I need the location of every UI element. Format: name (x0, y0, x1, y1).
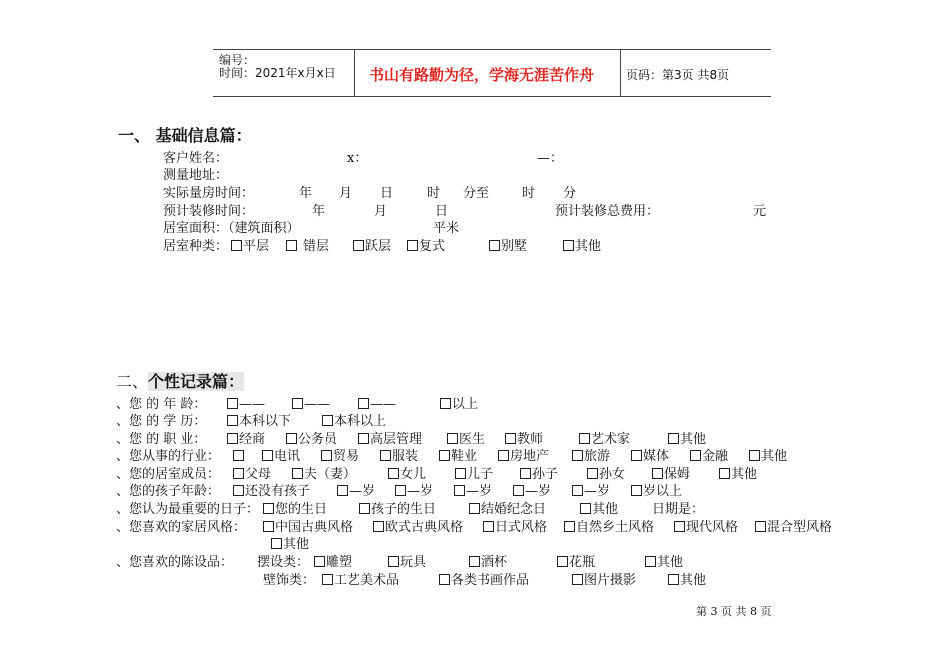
room-type-option[interactable]: 跃层 (353, 238, 391, 255)
room-type-option[interactable]: 平层 (231, 238, 269, 255)
area-unit: 平米 (433, 221, 460, 236)
age-option[interactable]: —— (227, 396, 265, 413)
header-bottom-rule (213, 96, 771, 97)
job-label: 、您 的 职 业： (116, 432, 207, 447)
checkbox[interactable] (674, 521, 685, 532)
kids-option[interactable]: —岁 (513, 483, 551, 500)
style-option[interactable]: 自然乡土风格 (564, 519, 654, 536)
days-label: 、您认为最重要的日子： (116, 502, 260, 517)
age-label: 、您 的 年 龄： (116, 397, 207, 412)
checkbox[interactable] (755, 521, 766, 532)
checkbox[interactable] (286, 240, 297, 251)
measure-minute2: 分 (563, 186, 577, 201)
members-option[interactable]: 夫（妻） (292, 466, 356, 483)
edu-label: 、您 的 学 历： (116, 414, 207, 429)
checkbox[interactable] (749, 450, 760, 461)
checkbox[interactable] (631, 450, 642, 461)
checkbox[interactable] (489, 240, 500, 251)
checkbox[interactable] (690, 450, 701, 461)
checkbox[interactable] (292, 398, 303, 409)
age-option[interactable]: —— (292, 396, 330, 413)
checkbox[interactable] (358, 398, 369, 409)
checkbox[interactable] (286, 433, 297, 444)
industry-option[interactable]: 服装 (380, 448, 418, 465)
decor-label: 、您喜欢的陈设品： (116, 555, 234, 570)
placement-option[interactable]: 花瓶 (557, 554, 595, 571)
checkbox[interactable] (388, 468, 399, 479)
job-option[interactable]: 高层管理 (358, 431, 422, 448)
checkbox[interactable] (645, 556, 656, 567)
checkbox[interactable] (359, 503, 370, 514)
kids-option[interactable]: —岁 (337, 483, 375, 500)
measure-day: 日 (380, 186, 394, 201)
header-divider-left (354, 49, 355, 96)
checkbox[interactable] (263, 503, 274, 514)
reno-day: 日 (435, 204, 449, 219)
days-option[interactable]: 孩子的生日 (359, 501, 436, 518)
header-time: 时间：2021年x月x日 (219, 66, 336, 80)
style-label: 、您喜欢的家居风格： (116, 520, 247, 535)
checkbox[interactable] (337, 485, 348, 496)
checkbox[interactable] (563, 240, 574, 251)
checkbox[interactable] (587, 468, 598, 479)
days-date-label: 日期是： (652, 502, 705, 517)
age-option[interactable]: —— (358, 396, 396, 413)
measure-month: 月 (339, 186, 353, 201)
checkbox[interactable] (227, 433, 238, 444)
kids-option[interactable]: 还没有孩子 (233, 483, 310, 500)
placement-option[interactable]: 酒杯 (469, 554, 507, 571)
style-option[interactable]: 中国古典风格 (263, 519, 353, 536)
reno-cost-label: 预计装修总费用： (555, 204, 660, 219)
reno-cost-unit: 元 (753, 204, 767, 219)
industry-option[interactable]: 旅游 (572, 448, 610, 465)
checkbox[interactable] (380, 450, 391, 461)
industry-option[interactable]: 房地产 (498, 448, 549, 465)
section1-title: 一、 基础信息篇： (118, 126, 252, 145)
footer-page-number: 第 3 页 共 8 页 (696, 605, 772, 618)
checkbox[interactable] (388, 556, 399, 567)
wall-option[interactable]: 各类书画作品 (439, 572, 529, 589)
header-divider-right (620, 49, 621, 96)
checkbox[interactable] (233, 450, 244, 461)
room-type-option[interactable]: 其他 (563, 238, 601, 255)
wall-option[interactable]: 工艺美术品 (322, 572, 399, 589)
job-option[interactable]: 经商 (227, 431, 265, 448)
checkbox[interactable] (572, 574, 583, 585)
industry-option[interactable]: 电讯 (262, 448, 300, 465)
members-option[interactable]: 儿子 (455, 466, 493, 483)
checkbox[interactable] (314, 556, 325, 567)
measure-year: 年 (299, 186, 313, 201)
header-number: 编号： (219, 53, 256, 67)
kids-option[interactable]: 岁以上 (631, 483, 682, 500)
checkbox[interactable] (455, 468, 466, 479)
industry-option[interactable] (233, 448, 245, 465)
header-motto: 书山有路勤为径，学海无涯苦作舟 (369, 66, 595, 84)
wall-option[interactable]: 其他 (668, 572, 706, 589)
members-option[interactable]: 父母 (233, 466, 271, 483)
job-option[interactable]: 教师 (505, 431, 543, 448)
checkbox[interactable] (231, 240, 242, 251)
checkbox[interactable] (271, 538, 282, 549)
style-option[interactable]: 日式风格 (483, 519, 547, 536)
placement-label: 摆设类： (257, 555, 310, 570)
checkbox[interactable] (440, 398, 451, 409)
checkbox[interactable] (498, 450, 509, 461)
job-option[interactable]: 医生 (447, 431, 485, 448)
customer-x-label: x： (347, 151, 368, 166)
wall-label: 壁饰类： (263, 573, 316, 588)
kids-option[interactable]: —岁 (572, 483, 610, 500)
checkbox[interactable] (668, 433, 679, 444)
members-option[interactable]: 其他 (719, 466, 757, 483)
header-top-rule (213, 49, 771, 50)
checkbox[interactable] (227, 398, 238, 409)
measure-time-label: 实际量房时间： (163, 186, 255, 201)
kids-option[interactable]: —岁 (395, 483, 433, 500)
style-option[interactable]: 欧式古典风格 (373, 519, 463, 536)
checkbox[interactable] (483, 521, 494, 532)
checkbox[interactable] (520, 468, 531, 479)
members-option[interactable]: 女儿 (388, 466, 426, 483)
reno-year: 年 (312, 204, 326, 219)
industry-option[interactable]: 金融 (690, 448, 728, 465)
placement-option[interactable]: 玩具 (388, 554, 426, 571)
wall-option[interactable]: 图片摄影 (572, 572, 636, 589)
edu-option[interactable]: 本科以下 (227, 413, 291, 430)
checkbox[interactable] (454, 485, 465, 496)
age-option[interactable]: 以上 (440, 396, 478, 413)
checkbox[interactable] (262, 450, 273, 461)
industry-option[interactable]: 鞋业 (439, 448, 477, 465)
measure-hour2: 时 (522, 186, 536, 201)
checkbox[interactable] (668, 574, 679, 585)
customer-dash-label: —： (537, 151, 564, 166)
style-option-other[interactable]: 其他 (271, 536, 309, 553)
days-option[interactable]: 结婚纪念日 (469, 501, 546, 518)
reno-month: 月 (374, 204, 388, 219)
checkbox[interactable] (321, 450, 332, 461)
checkbox[interactable] (469, 503, 480, 514)
customer-name-label: 客户姓名： (163, 151, 229, 166)
placement-option[interactable]: 雕塑 (314, 554, 352, 571)
members-option[interactable]: 孙女 (587, 466, 625, 483)
checkbox[interactable] (513, 485, 524, 496)
room-type-option[interactable]: 错层 (286, 238, 329, 255)
checkbox[interactable] (557, 556, 568, 567)
checkbox[interactable] (358, 433, 369, 444)
placement-option[interactable]: 其他 (645, 554, 683, 571)
industry-label: 、您从事的行业： (116, 449, 221, 464)
kids-label: 、您的孩子年龄： (116, 484, 221, 499)
checkbox[interactable] (580, 503, 591, 514)
checkbox[interactable] (322, 415, 333, 426)
checkbox[interactable] (572, 450, 583, 461)
measure-minute-to: 分至 (463, 186, 490, 201)
members-label: 、您的居室成员： (116, 467, 221, 482)
checkbox[interactable] (469, 556, 480, 567)
section2-title: 二、个性记录篇： (116, 372, 245, 391)
checkbox[interactable] (505, 433, 516, 444)
measure-hour: 时 (427, 186, 441, 201)
days-option[interactable]: 其他 (580, 501, 618, 518)
checkbox[interactable] (631, 485, 642, 496)
checkbox[interactable] (322, 574, 333, 585)
members-option[interactable]: 孙子 (520, 466, 558, 483)
job-option[interactable]: 艺术家 (579, 431, 630, 448)
members-option[interactable]: 保姆 (652, 466, 690, 483)
checkbox[interactable] (439, 574, 450, 585)
room-type-option[interactable]: 别墅 (489, 238, 527, 255)
checkbox[interactable] (579, 433, 590, 444)
checkbox[interactable] (227, 415, 238, 426)
industry-option[interactable]: 贸易 (321, 448, 359, 465)
checkbox[interactable] (564, 521, 575, 532)
checkbox[interactable] (233, 468, 244, 479)
checkbox[interactable] (353, 240, 364, 251)
room-type-label: 居室种类： (163, 239, 229, 254)
checkbox[interactable] (395, 485, 406, 496)
industry-option[interactable]: 其他 (749, 448, 787, 465)
style-option[interactable]: 混合型风格 (755, 519, 832, 536)
checkbox[interactable] (447, 433, 458, 444)
checkbox[interactable] (439, 450, 450, 461)
header-page: 页码：第3页 共8页 (626, 68, 730, 82)
checkbox[interactable] (373, 521, 384, 532)
checkbox[interactable] (407, 240, 418, 251)
kids-option[interactable]: —岁 (454, 483, 492, 500)
job-option[interactable]: 公务员 (286, 431, 337, 448)
room-type-option[interactable]: 复式 (407, 238, 445, 255)
measure-address-label: 测量地址： (163, 168, 229, 183)
days-option[interactable]: 您的生日 (263, 501, 327, 518)
industry-option[interactable]: 媒体 (631, 448, 669, 465)
reno-time-label: 预计装修时间： (163, 204, 255, 219)
job-option[interactable]: 其他 (668, 431, 706, 448)
checkbox[interactable] (719, 468, 730, 479)
checkbox[interactable] (652, 468, 663, 479)
checkbox[interactable] (572, 485, 583, 496)
edu-option[interactable]: 本科以上 (322, 413, 386, 430)
style-option[interactable]: 现代风格 (674, 519, 738, 536)
checkbox[interactable] (292, 468, 303, 479)
area-label: 居室面积：（建筑面积） (163, 221, 300, 236)
checkbox[interactable] (263, 521, 274, 532)
checkbox[interactable] (233, 485, 244, 496)
